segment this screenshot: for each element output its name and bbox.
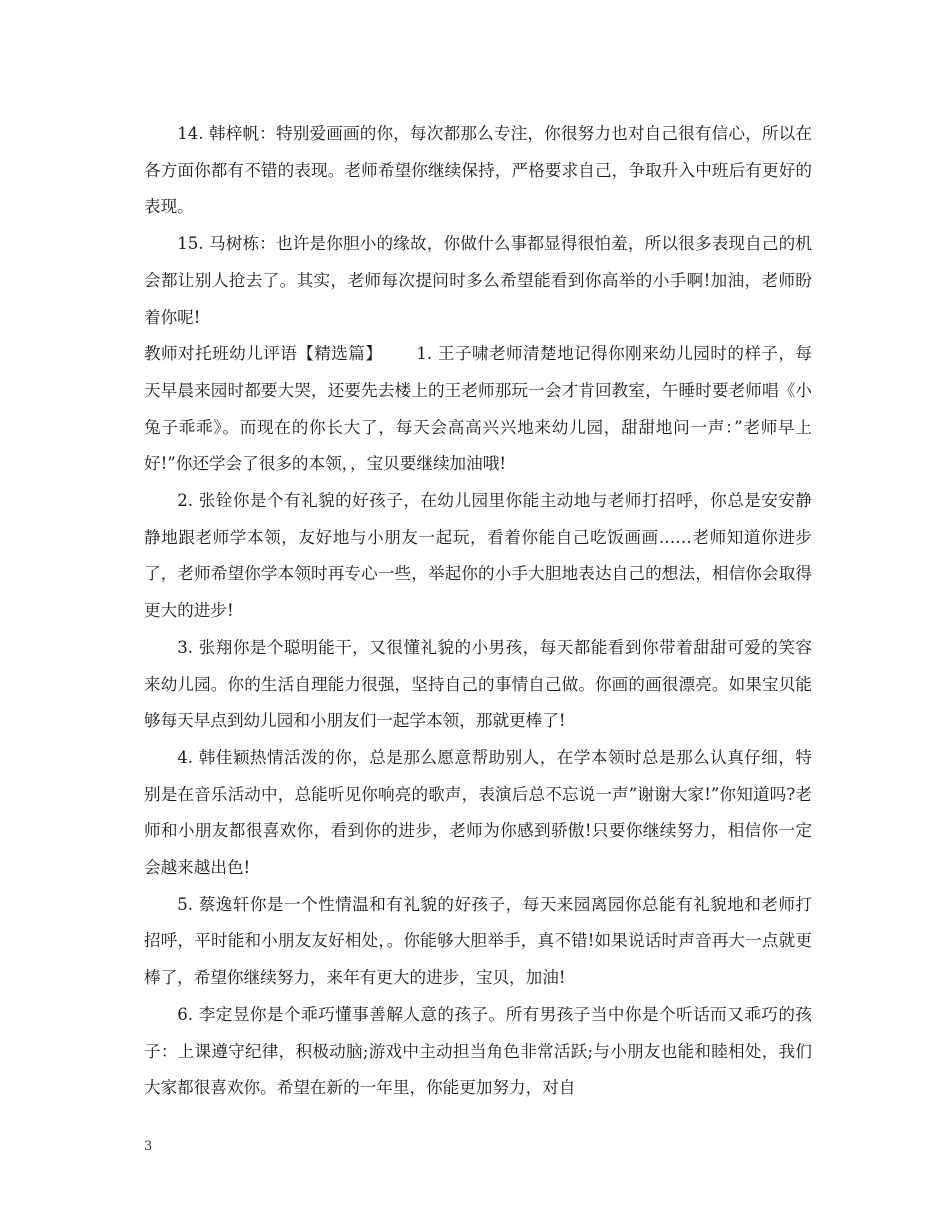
section-heading-paragraph bbox=[144, 336, 812, 483]
paragraph-item-15: 15. 马树栋：也许是你胆小的缘故，你做什么事都显得很怕羞，所以很多表现自己的机会都让别人抢去了。其实，老师每次提问时多么希望能看到你高举的小手啊!加油，老师盼着你呢! bbox=[144, 234, 812, 327]
paragraph-item-14: 14. 韩梓帆：特别爱画画的你，每次都那么专注，你很努力也对自己很有信心，所以在各方面你都有不错的表现。老师希望你继续保持，严格要求自己，争取升入中班后有更好的表现。 bbox=[144, 124, 812, 217]
document-body bbox=[144, 116, 812, 1107]
paragraph-item-3: 3. 张翔你是个聪明能干，又很懂礼貌的小男孩，每天都能看到你带着甜甜可爱的笑容来幼儿园。你的生活自理能力很强，坚持自己的事情自己做。你画的画很漂亮。如果宝贝能够每天早点到幼儿园和小朋友们一起学本领，那就更棒了! bbox=[144, 637, 812, 731]
paragraph-item-2: 2. 张铨你是个有礼貌的好孩子，在幼儿园里你能主动地与老师打招呼，你总是安安静静地跟老师学本领，友好地与小朋友一起玩，看着你能自己吃饭画画……老师知道你进步了，老师希望你学本领时再专心一些，举起你的小手大胆地表达自己的想法，相信你会取得更大的进步! bbox=[144, 491, 812, 621]
paragraph-item-4: 4. 韩佳颖热情活泼的你，总是那么愿意帮助别人，在学本领时总是那么认真仔细，特别是在音乐活动中，总能听见你响亮的歌声，表演后总不忘说一声”谢谢大家!”你知道吗?老师和小朋友都很喜欢你，看到你的进步，老师为你感到骄傲!只要你继续努力，相信你一定会越来越出色! bbox=[144, 747, 812, 878]
paragraph-item-6: 6. 李定昱你是个乖巧懂事善解人意的孩子。所有男孩子当中你是个听话而又乖巧的孩子：上课遵守纪律，积极动脑;游戏中主动担当角色非常活跃;与小朋友也能和睦相处，我们大家都很喜欢你。希望在新的一年里，你能更加努力，对自 bbox=[144, 1004, 812, 1098]
paragraph-item-5: 5. 蔡逸轩你是一个性情温和有礼貌的好孩子，每天来园离园你总能有礼貌地和老师打招呼，平时能和小朋友友好相处，。你能够大胆举手，真不错!如果说话时声音再大一点就更棒了，希望你继续努力，来年有更大的进步，宝贝，加油! bbox=[144, 894, 812, 988]
section-title: 教师对托班幼儿评语【精选篇】 bbox=[144, 344, 383, 364]
page-number: 3 bbox=[144, 1139, 153, 1154]
paragraph-item-1: 1. 王子啸老师清楚地记得你刚来幼儿园时的样子，每天早晨来园时都要大哭，还要先去楼上的王老师那玩一会才肯回教室，午睡时要老师唱《小兔子乖乖》。而现在的你长大了，每天会高高兴兴地来幼儿园，甜甜地问一声：”老师早上好!”你还学会了很多的本领，，宝贝要继续加油哦! bbox=[144, 344, 813, 474]
